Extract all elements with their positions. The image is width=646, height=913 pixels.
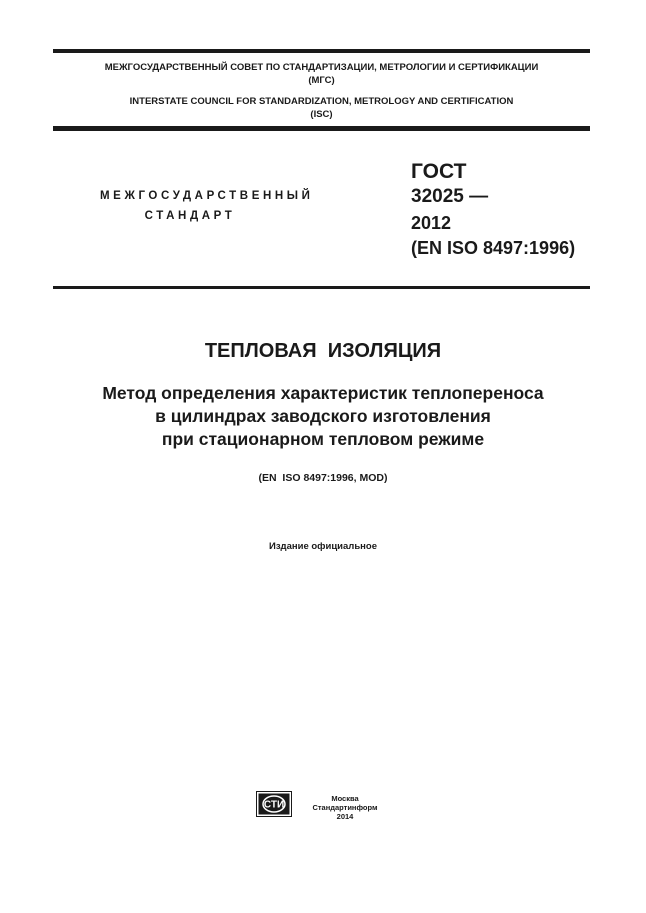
standard-kind-line1: МЕЖГОСУДАРСТВЕННЫЙ bbox=[100, 190, 314, 202]
publisher-name: Стандартинформ bbox=[312, 803, 378, 812]
document-subtitle-line3: при стационарном тепловом режиме bbox=[161, 429, 485, 449]
council-name-ru: МЕЖГОСУДАРСТВЕННЫЙ СОВЕТ ПО СТАНДАРТИЗАЦИИ, МЕТРОЛОГИИ И СЕРТИФИКАЦИИ bbox=[104, 62, 539, 73]
publisher-city: Москва bbox=[331, 794, 359, 803]
equivalence-reference: (EN ISO 8497:1996, MOD) bbox=[258, 472, 388, 484]
edition-label: Издание официальное bbox=[269, 541, 377, 552]
document-subtitle-line2: в цилиндрах заводского изготовления bbox=[155, 406, 491, 426]
designation-rule bbox=[53, 286, 590, 289]
document-title: ТЕПЛОВАЯ ИЗОЛЯЦИЯ bbox=[204, 340, 442, 362]
council-abbr-en: (ISC) bbox=[310, 109, 333, 120]
header-top-rule bbox=[53, 49, 590, 53]
gost-equivalent: (EN ISO 8497:1996) bbox=[411, 238, 576, 258]
standartinform-logo-icon bbox=[256, 791, 292, 817]
council-abbr-ru: (МГС) bbox=[308, 75, 335, 86]
gost-year: 2012 bbox=[411, 213, 452, 233]
header-bottom-rule bbox=[53, 126, 590, 131]
gost-number: 32025 — bbox=[411, 186, 489, 207]
svg-text:СТИ: СТИ bbox=[263, 799, 285, 811]
document-subtitle-line1: Метод определения характеристик теплопереноса bbox=[102, 383, 544, 403]
gost-label: ГОСТ bbox=[411, 160, 467, 183]
council-name-en: INTERSTATE COUNCIL FOR STANDARDIZATION, METROLOGY AND CERTIFICATION bbox=[129, 96, 514, 107]
publication-year: 2014 bbox=[336, 812, 354, 821]
standard-kind-line2: СТАНДАРТ bbox=[144, 210, 236, 222]
